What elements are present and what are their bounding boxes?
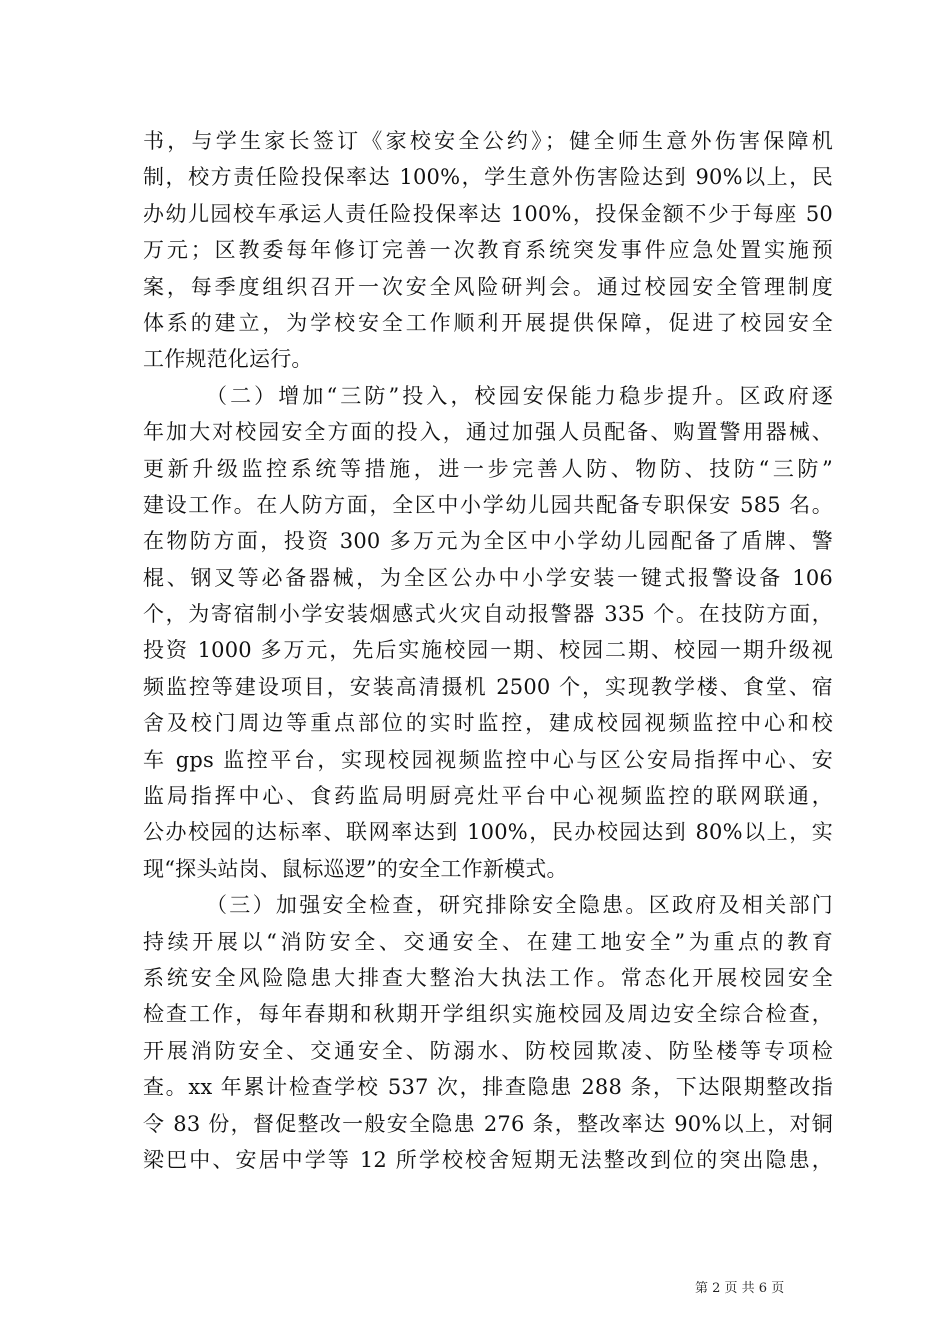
text-line: 建设工作。在人防方面，全区中小学幼儿园共配备专职保安 585 名。 <box>143 492 833 517</box>
text-line: 个，为寄宿制小学安装烟感式火灾自动报警器 335 个。在技防方面， <box>143 602 833 627</box>
text-line: 工作规范化运行。 <box>143 347 313 372</box>
text-line: 办幼儿园校车承运人责任险投保率达 100%，投保金额不少于每座 50 <box>143 201 833 226</box>
text-line: 年加大对校园安全方面的投入，通过加强人员配备、购置警用器械、 <box>143 420 833 445</box>
text-line: 查。xx 年累计检查学校 537 次，排查隐患 288 条，下达限期整改指 <box>143 1075 833 1100</box>
page-number: 第 2 页 共 6 页 <box>695 1281 785 1296</box>
text-line: 制，校方责任险投保率达 100%，学生意外伤害险达到 90%以上，民 <box>143 165 833 190</box>
text-line: 案，每季度组织召开一次安全风险研判会。通过校园安全管理制度 <box>143 274 833 299</box>
text-line: 梁巴中、安居中学等 12 所学校校舍短期无法整改到位的突出隐患， <box>143 1147 833 1172</box>
text-line: 频监控等建设项目，安装高清摄机 2500 个，实现教学楼、食堂、宿 <box>143 674 833 699</box>
text-line: 棍、钢叉等必备器械，为全区公办中小学安装一键式报警设备 106 <box>143 565 833 590</box>
text-line: 更新升级监控系统等措施，进一步完善人防、物防、技防“三防” <box>143 456 833 481</box>
text-line: 车 gps 监控平台，实现校园视频监控中心与区公安局指挥中心、安 <box>143 747 833 772</box>
text-line: 令 83 份，督促整改一般安全隐患 276 条，整改率达 90%以上，对铜 <box>143 1111 833 1136</box>
text-line: 公办校园的达标率、联网率达到 100%，民办校园达到 80%以上，实 <box>143 820 833 845</box>
text-line: 系统安全风险隐患大排查大整治大执法工作。常态化开展校园安全 <box>143 965 833 990</box>
text-line: 书，与学生家长签订《家校安全公约》；健全师生意外伤害保障机 <box>143 129 833 153</box>
text-line: 现“探头站岗、鼠标巡逻”的安全工作新模式。 <box>143 856 568 881</box>
text-line: 投资 1000 多万元，先后实施校园一期、校园二期、校园一期升级视 <box>143 638 833 663</box>
text-line: 舍及校门周边等重点部位的实时监控，建成校园视频监控中心和校 <box>143 711 833 736</box>
text-line: 监局指挥中心、食药监局明厨亮灶平台中心视频监控的联网联通， <box>143 784 833 809</box>
document-body <box>143 123 833 1178</box>
text-line: 持续开展以“消防安全、交通安全、在建工地安全”为重点的教育 <box>143 929 833 954</box>
paragraph-heading-line: （二）增加“三防”投入，校园安保能力稳步提升。区政府逐 <box>206 383 833 408</box>
text-line: 万元；区教委每年修订完善一次教育系统突发事件应急处置实施预 <box>143 238 833 263</box>
text-line: 体系的建立，为学校安全工作顺利开展提供保障，促进了校园安全 <box>143 310 833 335</box>
paragraph-heading-line: （三）加强安全检查，研究排除安全隐患。区政府及相关部门 <box>206 893 833 918</box>
text-line: 在物防方面，投资 300 多万元为全区中小学幼儿园配备了盾牌、警 <box>143 529 833 554</box>
text-line: 开展消防安全、交通安全、防溺水、防校园欺凌、防坠楼等专项检 <box>143 1038 833 1063</box>
text-line: 检查工作，每年春期和秋期开学组织实施校园及周边安全综合检查， <box>143 1002 833 1027</box>
